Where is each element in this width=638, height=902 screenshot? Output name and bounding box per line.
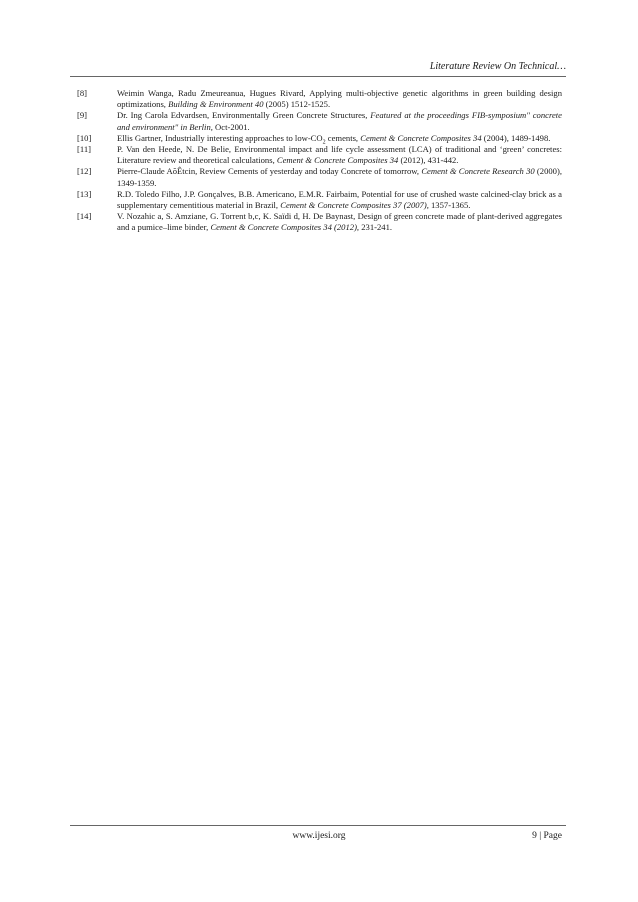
reference-source: Building & Environment 40 xyxy=(168,99,264,110)
reference-text-segment: V. Nozahic a, S. Amziane, G. Torrent b,c, K. Saïdi d, H. De Baynast, Design of green concrete made of plant-derived aggregates and a pumice–lime binder, xyxy=(117,211,562,233)
reference-number: [14] xyxy=(77,211,92,222)
reference-text xyxy=(117,110,562,132)
reference-text-segment: (2004), 1489-1498. xyxy=(481,132,551,143)
reference-text xyxy=(117,189,562,211)
reference-item xyxy=(77,110,562,132)
reference-item xyxy=(77,88,562,110)
reference-text-segment: cements, xyxy=(325,132,361,143)
reference-text-segment: Dr. Ing Carola Edvardsen, Environmentally Green Concrete Structures, xyxy=(117,110,371,121)
header-rule xyxy=(70,76,566,77)
reference-text-segment: Weimin Wanga, Radu Zmeureanua, Hugues Rivard, Applying multi-objective genetic algorithms in green building design optimizations, xyxy=(117,88,562,110)
footer-website[interactable]: www.ijesi.org xyxy=(292,831,346,841)
reference-source: Cement & Concrete Composites 34 (2012), xyxy=(210,222,360,233)
reference-number: [9] xyxy=(77,110,88,121)
reference-text-segment: Pierre-Claude AõÊtcin, Review Cements of yesterday and today Concrete of tomorrow, xyxy=(117,166,422,177)
footer-page-number: 9 | Page xyxy=(532,831,562,841)
reference-text-segment: (2000), 1349-1359. xyxy=(117,166,562,188)
reference-source: Cement & Concrete Composites 34 xyxy=(360,132,482,143)
reference-source: Featured at the proceedings FIB-symposium" concrete and environment" in Berlin xyxy=(117,110,562,132)
reference-text xyxy=(117,166,562,188)
reference-text xyxy=(117,211,562,233)
reference-text xyxy=(117,88,562,110)
reference-text xyxy=(117,144,562,166)
running-header: Literature Review On Technical… xyxy=(429,61,566,72)
reference-text-segment: 2 xyxy=(322,139,326,146)
reference-text-segment: (2005) 1512-1525. xyxy=(263,99,331,110)
reference-item xyxy=(77,211,562,233)
footer-rule xyxy=(70,825,566,826)
reference-item xyxy=(77,144,562,166)
reference-text-segment: 1357-1365. xyxy=(428,200,471,211)
reference-number: [12] xyxy=(77,166,92,177)
reference-source: Cement & Concrete Research 30 xyxy=(421,166,535,177)
reference-text xyxy=(117,133,562,144)
reference-item xyxy=(77,189,562,211)
reference-text-segment: , Oct-2001. xyxy=(210,121,250,132)
reference-number: [11] xyxy=(77,144,91,155)
reference-item xyxy=(77,133,562,144)
reference-text-segment: R.D. Toledo Filho, J.P. Gonçalves, B.B. Americano, E.M.R. Fairbaim, Potential for use of crushed waste calcined-clay brick as a supplementary cementitious material in Brazil, xyxy=(117,188,562,211)
reference-text-segment: (2012), 431-442. xyxy=(398,155,459,166)
reference-text-segment: Ellis Gartner, Industrially interesting approaches to low-CO xyxy=(117,132,323,143)
reference-item xyxy=(77,166,562,188)
reference-list xyxy=(77,88,562,234)
reference-text-segment: 231-241. xyxy=(359,222,393,233)
reference-text-segment: P. Van den Heede, N. De Belie, Environmental impact and life cycle assessment (LCA) of traditional and ‘green’ concretes: Literature review and theoretical calculations, xyxy=(117,144,562,166)
reference-source: Cement & Concrete Composites 37 (2007), xyxy=(280,200,429,211)
reference-number: [10] xyxy=(77,132,92,143)
reference-number: [8] xyxy=(77,88,88,98)
reference-source: Cement & Concrete Composites 34 xyxy=(276,155,399,166)
reference-number: [13] xyxy=(77,188,92,199)
